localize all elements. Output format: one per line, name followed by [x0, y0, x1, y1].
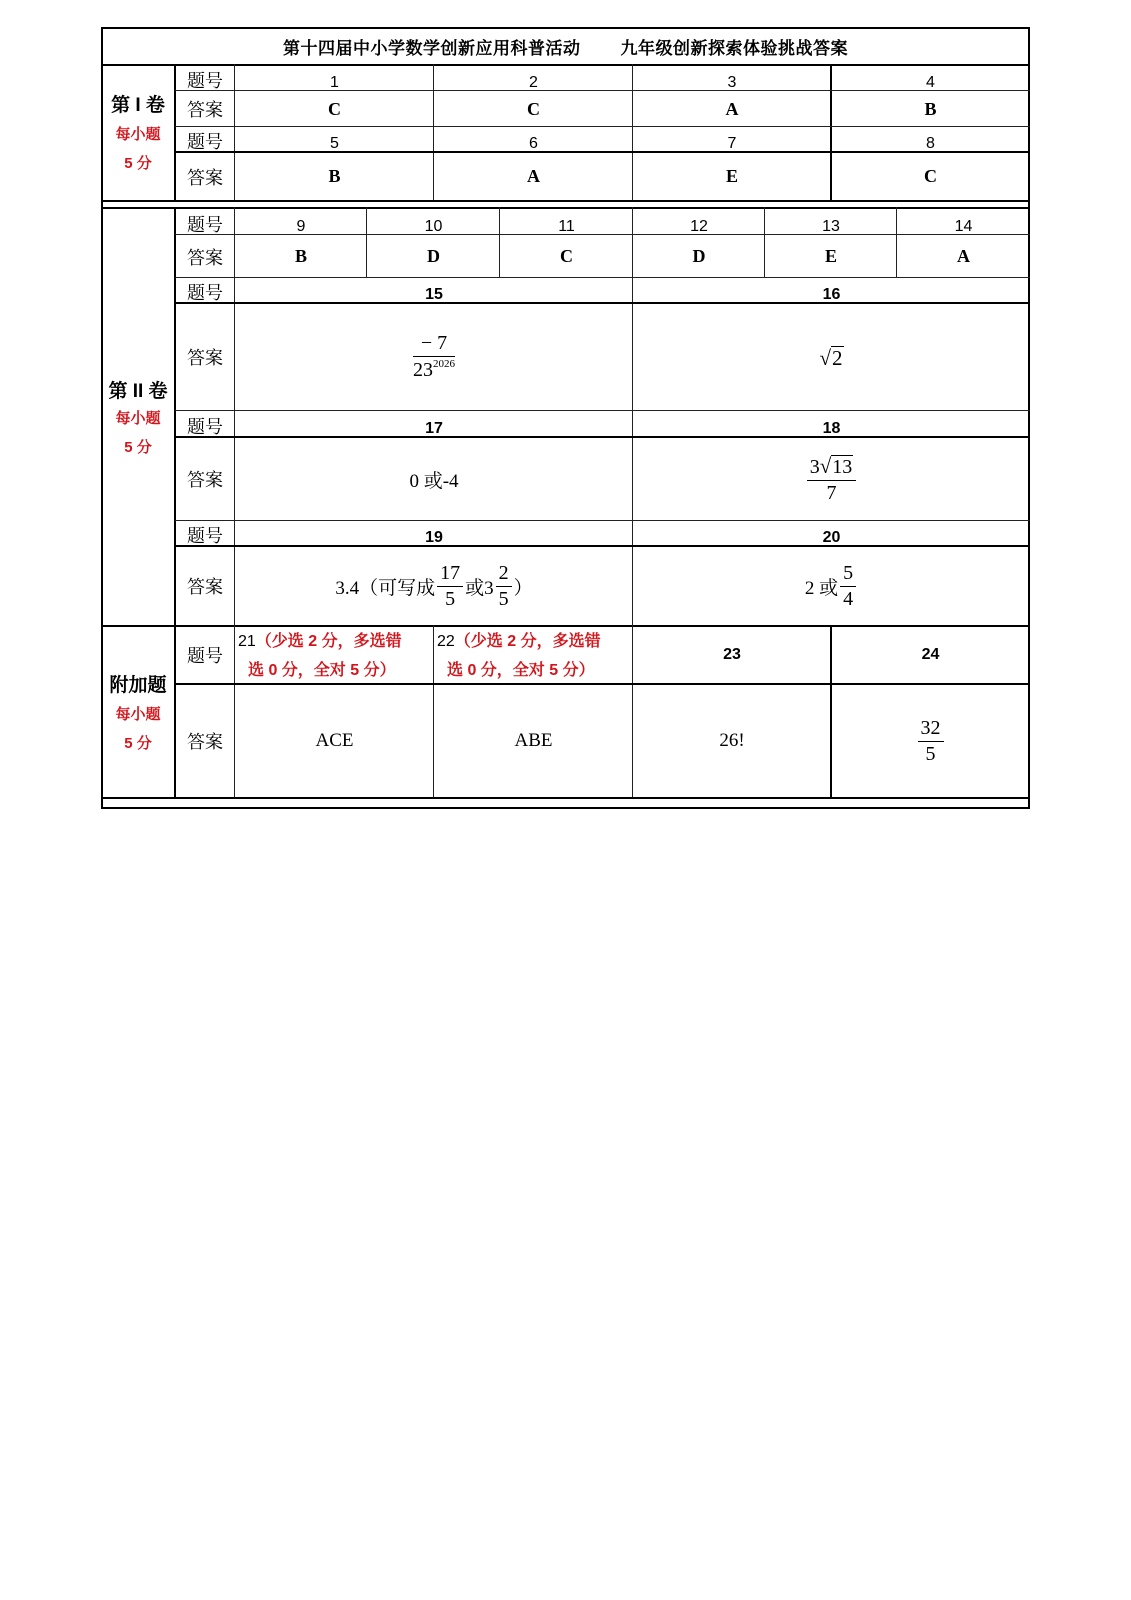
- answer-middle: 或3: [465, 577, 494, 599]
- question-number: 11: [558, 218, 575, 235]
- question-number: 7: [727, 135, 737, 152]
- answer-value: ABE: [514, 730, 553, 751]
- answer-label: 答案: [187, 732, 223, 753]
- scoring-note: （少选 2 分，多选错: [454, 633, 601, 650]
- title-part-2: 九年级创新探索体验挑战答案: [620, 38, 848, 58]
- question-number: 12: [690, 218, 708, 235]
- radicand: 13: [832, 455, 853, 478]
- question-number: 8: [926, 135, 935, 152]
- answer-q15-fraction: [235, 303, 633, 411]
- question-number: 19: [425, 529, 443, 546]
- answer-value: A: [725, 98, 739, 119]
- question-number: 10: [424, 218, 443, 235]
- question-number: 13: [822, 218, 840, 235]
- answer-value: E: [824, 246, 837, 266]
- question-number: 20: [822, 529, 841, 546]
- answer-q24-fraction: [831, 684, 1030, 798]
- section-extra-name: 附加题: [109, 674, 167, 696]
- answer-label: 答案: [187, 167, 223, 189]
- scoring-note: 选 0 分，全对 5 分）: [248, 662, 396, 679]
- denominator: 4: [843, 587, 854, 610]
- answer-q20: [633, 546, 1030, 626]
- radicand: 2: [832, 345, 843, 370]
- numerator: − 7: [413, 333, 455, 357]
- qnum-label: 题号: [187, 417, 223, 438]
- answer-label: 答案: [187, 470, 223, 491]
- question-number: 1: [330, 74, 339, 91]
- numerator: 17: [437, 563, 463, 587]
- answer-value: C: [328, 98, 341, 119]
- question-number-21: [238, 627, 434, 685]
- question-number: 6: [529, 135, 538, 152]
- answer-value: D: [427, 246, 440, 266]
- qnum-label: 题号: [187, 132, 223, 153]
- denominator: 5: [445, 587, 456, 610]
- qnum-label: 题号: [187, 526, 223, 547]
- question-number: 17: [425, 420, 443, 437]
- answer-value: C: [560, 246, 573, 266]
- answer-value: C: [924, 166, 937, 186]
- coefficient: 3: [809, 455, 820, 478]
- question-number: 24: [921, 646, 940, 663]
- question-number: 23: [723, 646, 741, 663]
- denominator: 7: [826, 481, 837, 504]
- page-title: [101, 27, 1030, 65]
- denominator-base: 23: [413, 359, 433, 381]
- section-2-points-line1: 每小题: [115, 409, 161, 427]
- answer-q16-sqrt: [633, 303, 1030, 411]
- numerator: 5: [840, 563, 856, 587]
- answer-value: 26!: [719, 730, 745, 751]
- title-part-1: 第十四届中小学数学创新应用科普活动: [283, 38, 581, 58]
- section-2-points-line2: 5 分: [124, 438, 152, 456]
- question-number: 14: [954, 218, 973, 235]
- answer-value: ACE: [315, 730, 354, 751]
- question-number: 21: [238, 633, 256, 650]
- sqrt-icon: √: [819, 345, 832, 370]
- question-number: 16: [822, 286, 841, 303]
- qnum-label: 题号: [187, 283, 223, 304]
- question-number: 4: [926, 74, 935, 91]
- answer-prefix: 2 或: [804, 577, 839, 599]
- question-number: 22: [437, 633, 455, 650]
- question-number-22: [437, 627, 633, 685]
- qnum-label: 题号: [187, 215, 223, 236]
- section-extra-points-line2: 5 分: [124, 734, 152, 752]
- answer-q17: 0 或-4: [409, 470, 459, 492]
- answer-q18-fraction: [633, 437, 1030, 521]
- question-number: 5: [330, 135, 339, 152]
- question-number: 15: [425, 286, 443, 303]
- qnum-label: 题号: [187, 71, 223, 92]
- scoring-note: （少选 2 分，多选错: [255, 633, 402, 650]
- answer-value: B: [328, 166, 341, 186]
- answer-label: 答案: [187, 100, 223, 121]
- numerator: 2: [496, 563, 512, 587]
- answer-prefix: 3.4（可写成: [335, 577, 436, 599]
- numerator: 32: [918, 718, 944, 742]
- section-1-name: 第 I 卷: [111, 94, 165, 116]
- section-1-points-line2: 5 分: [124, 154, 152, 172]
- answer-value: D: [692, 246, 706, 266]
- question-number: 2: [529, 74, 538, 91]
- answer-value: C: [527, 98, 540, 119]
- qnum-label: 题号: [187, 646, 223, 667]
- answer-value: B: [924, 98, 937, 119]
- exponent: 2026: [433, 358, 455, 370]
- denominator: 5: [925, 742, 936, 765]
- question-number: 9: [296, 218, 306, 235]
- question-number: 18: [822, 420, 841, 437]
- answer-value: A: [957, 246, 970, 266]
- answer-suffix: ）: [513, 577, 533, 599]
- answer-value: E: [725, 166, 738, 186]
- sqrt-icon: √: [819, 453, 832, 478]
- section-2-name: 第 II 卷: [108, 380, 168, 402]
- answer-value: A: [527, 166, 540, 186]
- answer-value: B: [294, 246, 307, 266]
- section-1-points-line1: 每小题: [115, 125, 161, 143]
- section-extra-points-line1: 每小题: [115, 705, 161, 723]
- scoring-note: 选 0 分，全对 5 分）: [447, 662, 595, 679]
- answer-label: 答案: [187, 348, 223, 369]
- question-number: 3: [727, 74, 737, 91]
- answer-q19: [235, 546, 633, 626]
- answer-label: 答案: [187, 577, 223, 598]
- answer-label: 答案: [187, 247, 223, 269]
- denominator: 5: [498, 587, 509, 610]
